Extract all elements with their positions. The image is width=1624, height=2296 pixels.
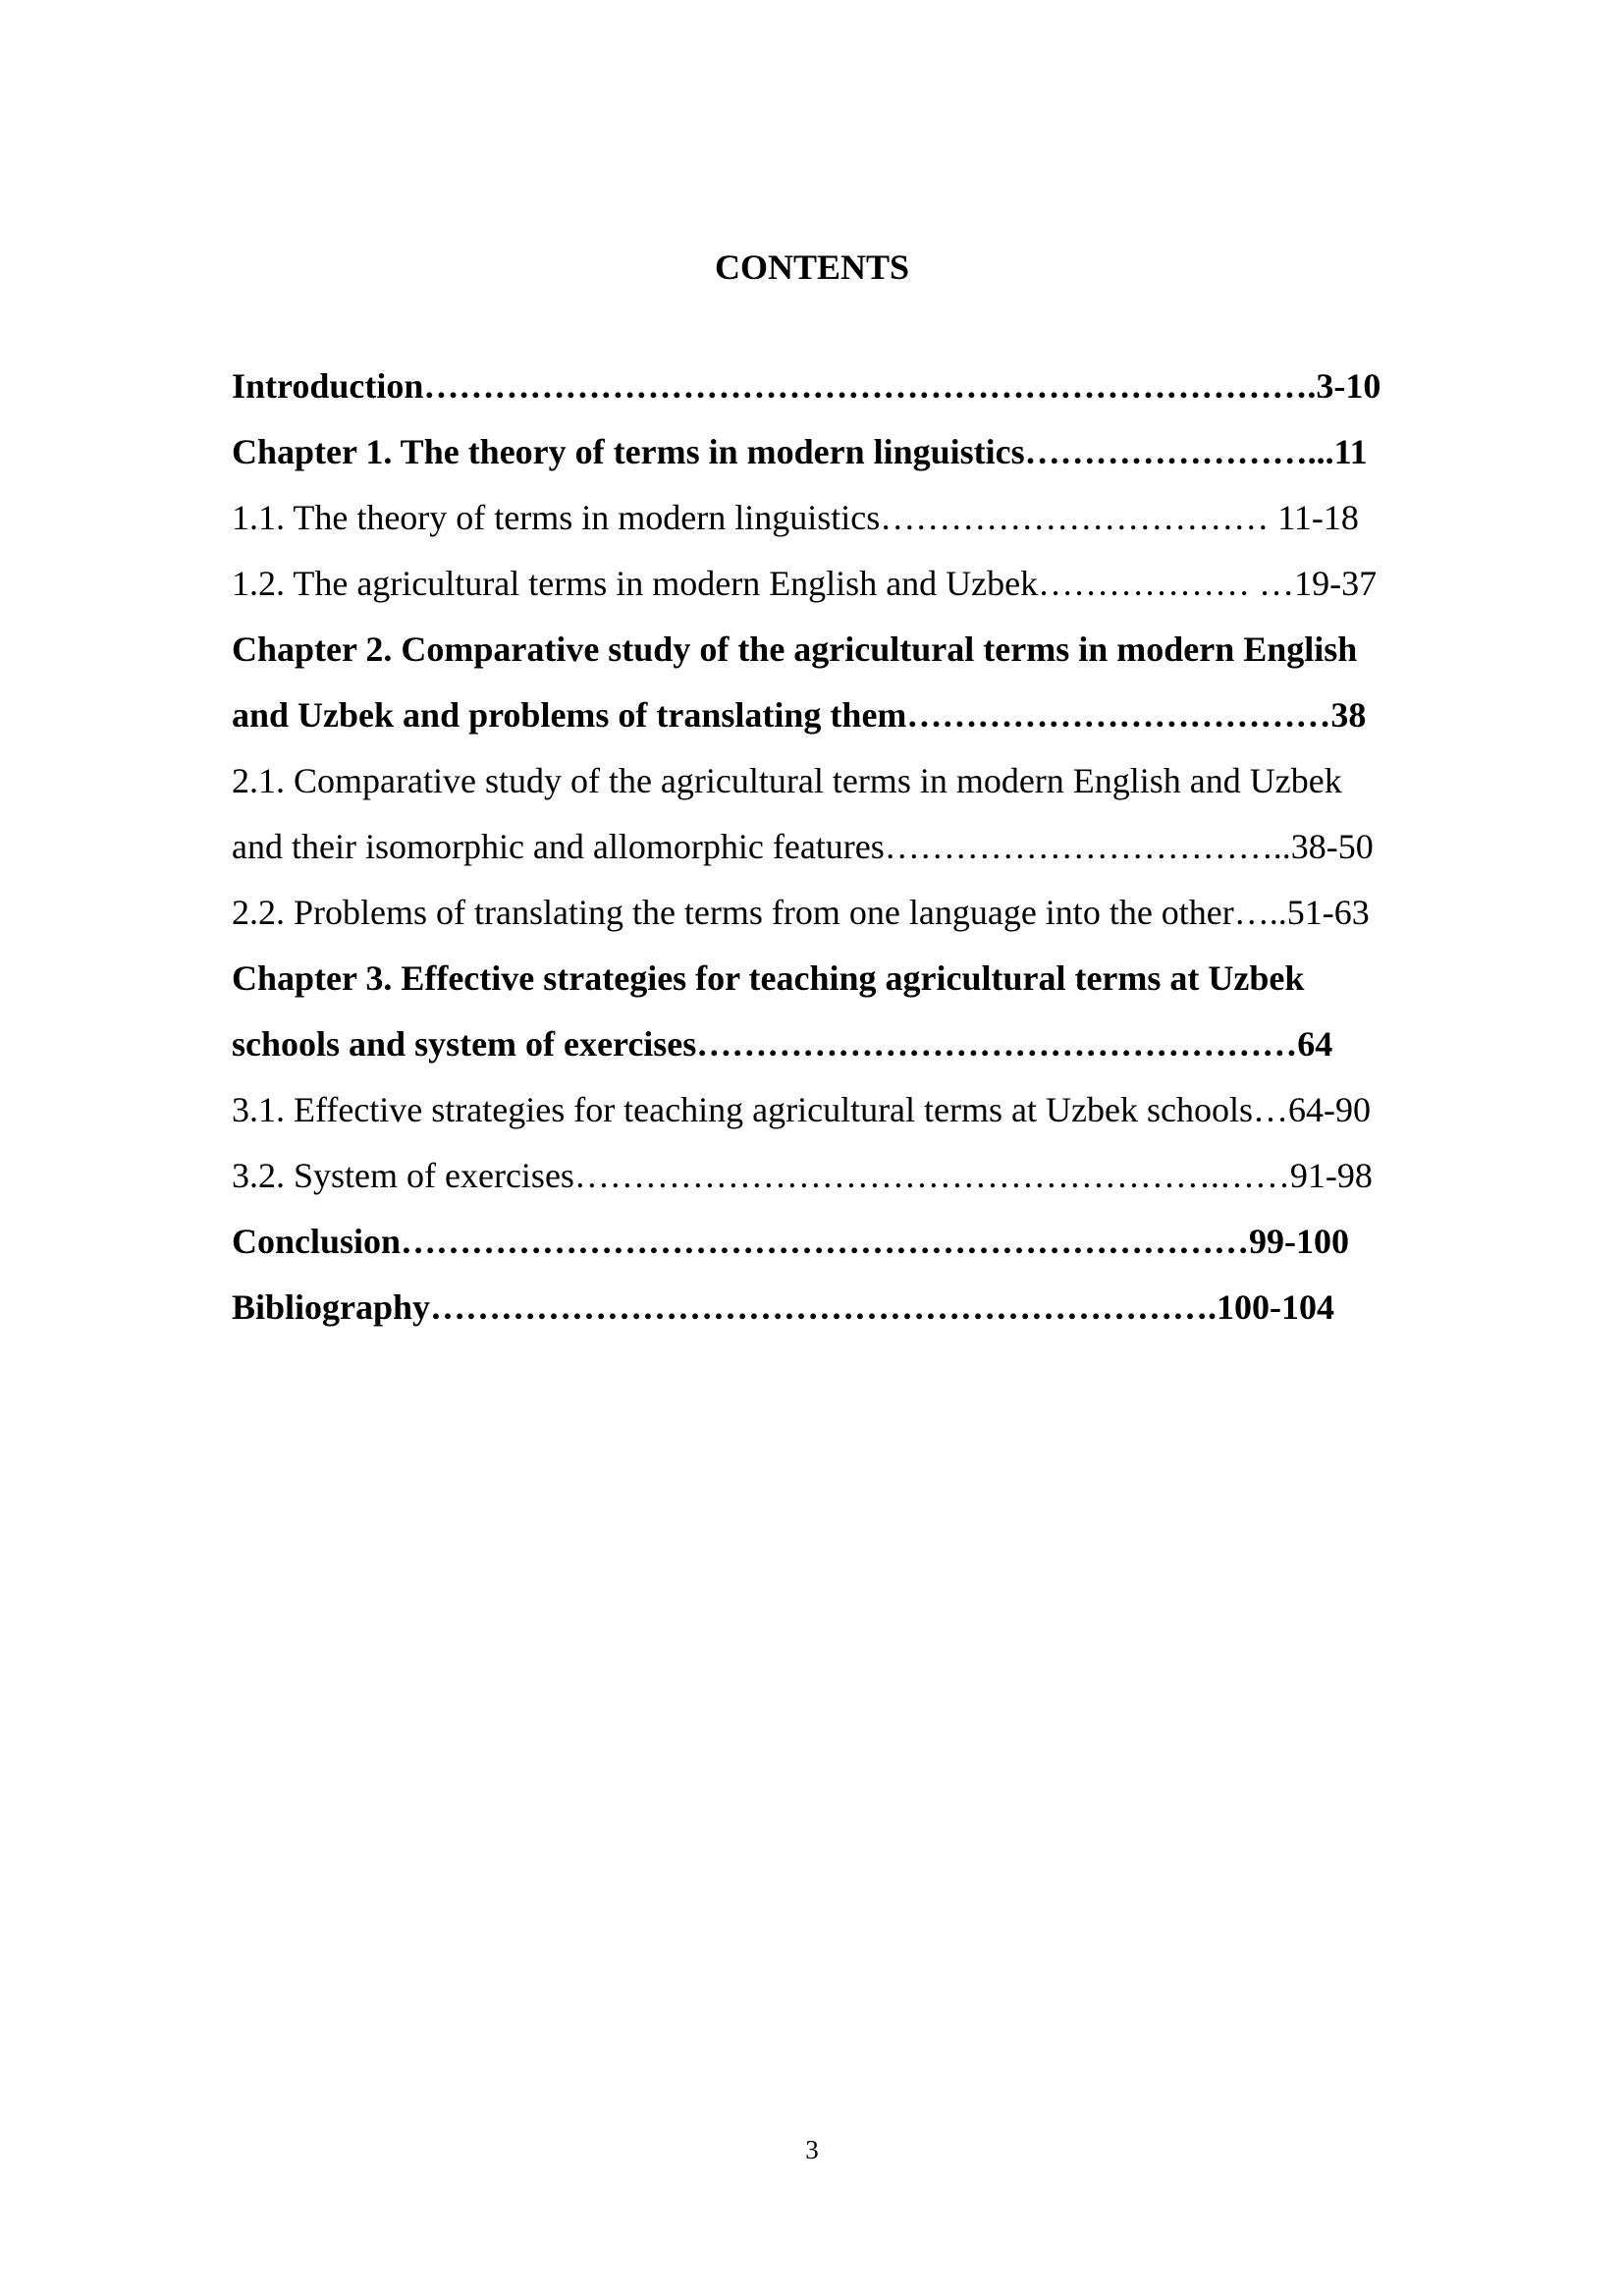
toc-line-introduction: Introduction………………………………………………………………….3-10 bbox=[232, 366, 1381, 406]
toc-line-chapter-3-cont: schools and system of exercises……………………………………………64 bbox=[232, 1024, 1333, 1064]
toc-line-section-3-1: 3.1. Effective strategies for teaching agricultural terms at Uzbek schools…64-90 bbox=[232, 1090, 1371, 1129]
toc-line-section-1-1: 1.1. The theory of terms in modern linguistics…………………………… 11-18 bbox=[232, 498, 1359, 537]
toc-line-section-3-2: 3.2. System of exercises……………………………………………….……91-98 bbox=[232, 1156, 1373, 1195]
toc-line-conclusion: Conclusion………………………………………………………………99-100 bbox=[232, 1222, 1350, 1261]
toc-line-chapter-3: Chapter 3. Effective strategies for teaching agricultural terms at Uzbek bbox=[232, 958, 1305, 998]
toc-line-chapter-2-cont: and Uzbek and problems of translating them………………………………38 bbox=[232, 695, 1367, 735]
toc-line-section-1-2: 1.2. The agricultural terms in modern English and Uzbek……………… …19-37 bbox=[232, 564, 1378, 603]
toc-line-section-2-1: 2.1. Comparative study of the agricultural terms in modern English and Uzbek bbox=[232, 761, 1342, 800]
toc-line-chapter-1: Chapter 1. The theory of terms in modern linguistics……………………...11 bbox=[232, 432, 1368, 471]
toc-line-bibliography: Bibliography………………………………………………………….100-104 bbox=[232, 1287, 1335, 1327]
toc-line-section-2-2: 2.2. Problems of translating the terms from one language into the other…..51-63 bbox=[232, 893, 1370, 932]
toc-line-section-2-1-cont: and their isomorphic and allomorphic features……………………………..38-50 bbox=[232, 827, 1374, 866]
page-title: CONTENTS bbox=[714, 247, 910, 287]
toc-line-chapter-2: Chapter 2. Comparative study of the agricultural terms in modern English bbox=[232, 629, 1358, 669]
table-of-contents bbox=[232, 354, 1489, 1340]
page-number: 3 bbox=[805, 2135, 819, 2164]
